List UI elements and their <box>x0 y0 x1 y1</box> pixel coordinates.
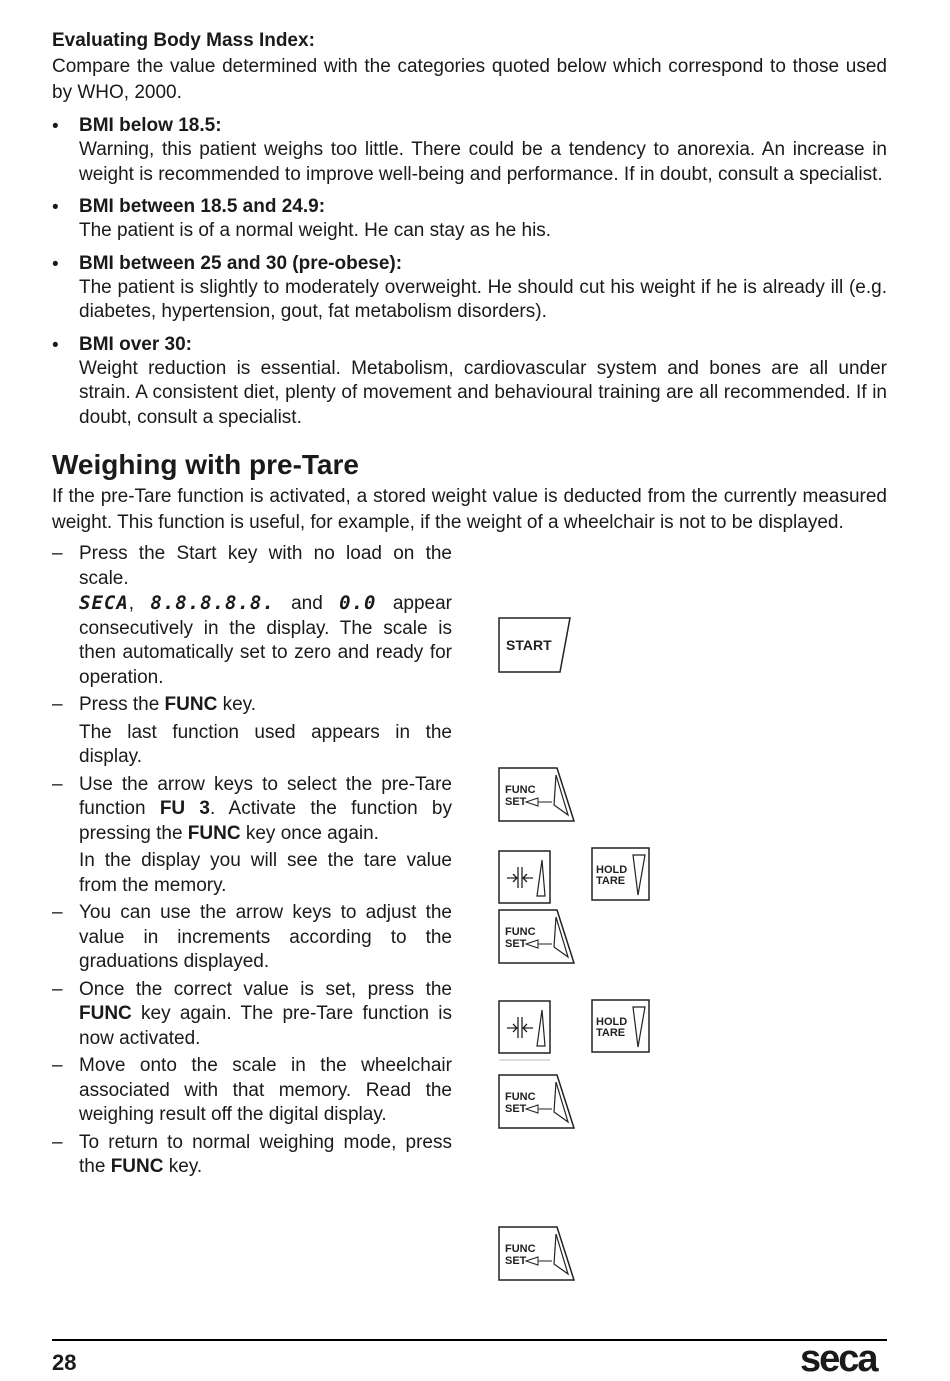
set-key-label: SET <box>505 1103 527 1115</box>
step-text: Move onto the scale in the wheelchair associated with that memory. Read the weighing result off the digital display. <box>79 1055 452 1125</box>
dash-marker: – <box>52 543 63 564</box>
step-text: key. <box>217 694 257 715</box>
func-key-label: FUNC <box>110 1156 164 1177</box>
lcd-readout-zero: 0.0 <box>339 592 377 614</box>
hold-tare-key-icon <box>591 999 651 1055</box>
list-item <box>52 195 887 244</box>
func-set-key-icon <box>498 909 576 965</box>
func-key-label: FUNC <box>164 694 218 715</box>
step-text: and <box>274 593 340 614</box>
step-6 <box>52 1054 452 1128</box>
lcd-readout-seca: SECA <box>79 592 129 614</box>
tare-key-label: TARE <box>596 875 626 887</box>
func-key-label: FUNC <box>187 822 241 844</box>
arrow-key-left-icon <box>498 850 554 904</box>
func-key-label: FUNC <box>79 1003 132 1024</box>
bmi-category-text: Warning, this patient weighs too little. There could be a tendency to anorexia. An increase in weight is recommended to improve well-being and performance. If in doubt, consult a specialist. <box>79 139 887 185</box>
bullet-marker: • <box>52 334 59 356</box>
lcd-readout-test: 8.8.8.8.8. <box>150 592 275 614</box>
bmi-category-title: BMI over 30: <box>79 333 192 355</box>
step-text: Use the arrow keys to select the pre-Tare function <box>79 773 452 819</box>
bullet-marker: • <box>52 253 59 275</box>
set-key-label: SET <box>505 796 527 808</box>
step-text: , <box>128 593 151 614</box>
bmi-category-text: Weight reduction is essential. Metabolism, cardiovascular system and bones are all under strain. A consistent diet, plenty of movement and behavioural training are all recommended. If in doubt, consult a specialist. <box>79 357 887 428</box>
step-1 <box>52 542 452 690</box>
start-key-icon <box>498 617 572 673</box>
section-intro: If the pre-Tare function is activated, a stored weight value is deducted from the currently measured weight. This function is useful, for example, if the weight of a wheelchair is not to be displayed. <box>52 486 887 533</box>
dash-marker: – <box>52 978 63 1000</box>
bmi-category-title: BMI between 18.5 and 24.9: <box>79 196 326 217</box>
bullet-marker: • <box>52 197 59 218</box>
bmi-heading: Evaluating Body Mass Index: <box>52 30 315 51</box>
tare-key-label: TARE <box>596 1027 626 1039</box>
bmi-category-list <box>52 114 887 430</box>
dash-marker: – <box>52 902 63 923</box>
func-key-label: FUNC <box>505 1243 536 1255</box>
step-text: Once the correct value is set, press the <box>79 978 452 1000</box>
dash-marker: – <box>52 694 63 715</box>
arrow-key-left-icon <box>498 1000 554 1062</box>
set-key-label: SET <box>505 1255 527 1267</box>
func-key-label: FUNC <box>505 1091 536 1103</box>
func-set-key-icon <box>498 1074 576 1130</box>
step-text: Press the <box>79 694 165 715</box>
func-set-key-icon <box>498 1226 576 1282</box>
bmi-category-title: BMI between 25 and 30 (pre-obese): <box>79 252 403 274</box>
hold-key-label: HOLD <box>596 864 628 876</box>
dash-marker: – <box>52 773 63 795</box>
step-4 <box>52 901 452 975</box>
page-content <box>52 28 887 1180</box>
func-key-label: FUNC <box>505 784 536 796</box>
step-text: key. <box>163 1156 203 1177</box>
step-5 <box>52 978 452 1052</box>
hold-key-label: HOLD <box>596 1016 628 1028</box>
func-key-label: FUNC <box>505 926 536 938</box>
footer-divider <box>52 1339 887 1341</box>
func-set-key-icon <box>498 767 576 823</box>
instruction-steps <box>52 542 452 1180</box>
bmi-category-text: The patient is slightly to moderately overweight. He should cut his weight if he is already ill (e.g. diabetes, hypertension, gout, fat metabolism disorders). <box>79 276 887 322</box>
step-result: In the display you will see the tare value from the memory. <box>79 850 452 896</box>
set-key-label: SET <box>505 938 527 950</box>
bmi-category-text: The patient is of a normal weight. He can stay as he his. <box>79 220 552 241</box>
dash-marker: – <box>52 1131 63 1153</box>
step-result: The last function used appears in the display. <box>79 721 452 767</box>
page-number: 28 <box>52 1350 77 1375</box>
list-item <box>52 333 887 431</box>
function-code: FU 3 <box>159 798 211 819</box>
bmi-category-title: BMI below 18.5: <box>79 115 222 136</box>
step-3 <box>52 773 452 899</box>
step-7 <box>52 1131 452 1180</box>
list-item <box>52 114 887 187</box>
step-text: key once again. <box>240 822 379 844</box>
list-item <box>52 252 887 325</box>
bmi-intro: Compare the value determined with the categories quoted below which correspond to those used by WHO, 2000. <box>52 56 887 103</box>
step-text: Press the Start key with no load on the scale. <box>79 543 452 589</box>
step-text: To return to normal weighing mode, press the <box>79 1131 452 1177</box>
step-text: . Activate the function by pressing the <box>79 798 452 844</box>
step-text: appear consecutively in the display. The scale is then automatically set to zero and ready for operation. <box>79 593 452 688</box>
bullet-marker: • <box>52 116 59 137</box>
start-key-label: START <box>506 637 552 653</box>
step-text: key again. The pre-Tare function is now activated. <box>79 1003 452 1049</box>
step-text: You can use the arrow keys to adjust the value in increments according to the graduations displayed. <box>79 902 452 972</box>
section-title: Weighing with pre-Tare <box>52 449 359 480</box>
seca-logo: seca <box>800 1338 877 1380</box>
step-2 <box>52 693 452 770</box>
hold-tare-key-icon <box>591 847 651 903</box>
dash-marker: – <box>52 1055 63 1076</box>
